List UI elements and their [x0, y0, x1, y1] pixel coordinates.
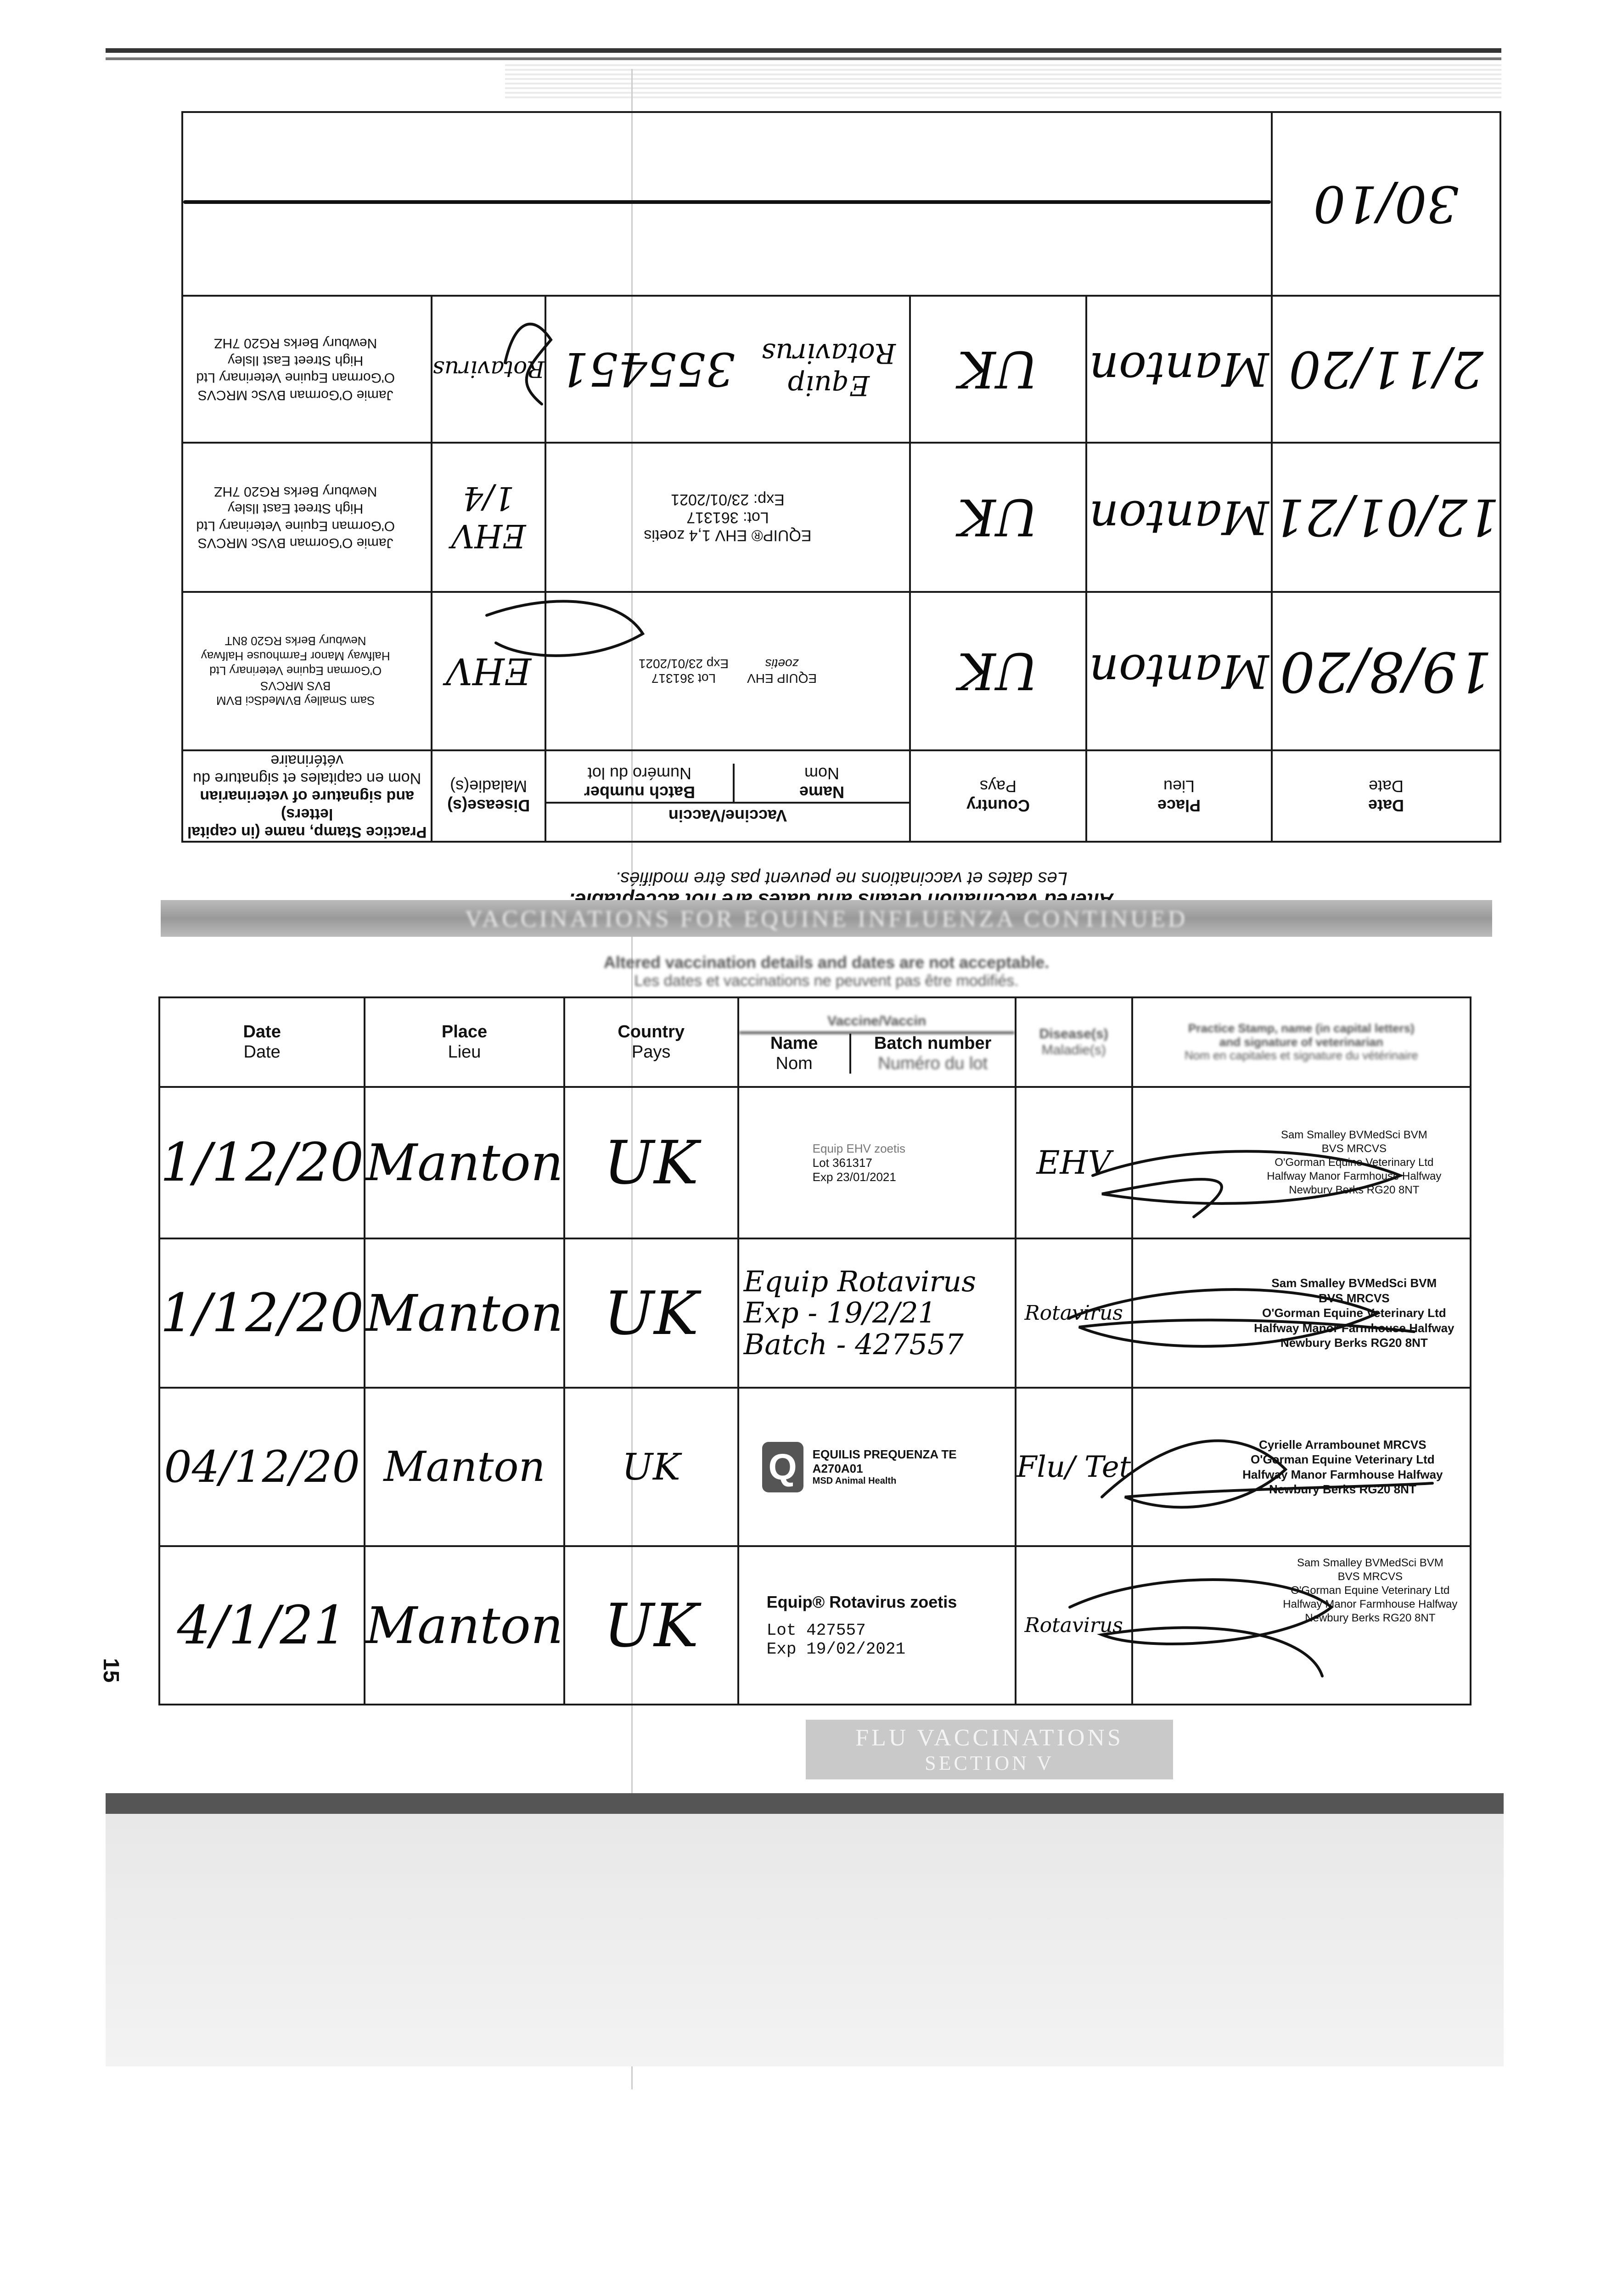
upper-row2-exp: Exp: 23/01/2021 [671, 490, 785, 508]
stamp-line: High Street East Ilsley [228, 501, 364, 517]
lower-header-disease: Disease(s) Maladie(s) [1016, 997, 1132, 1087]
upper-row1-exp: Exp 23/01/2021 [638, 657, 729, 671]
lower-header-stamp: Practice Stamp, name (in capital letters) and signature of veterinarian Nom en capitales et signature du vétérinaire [1132, 997, 1471, 1087]
stamp-line: High Street East Ilsley [228, 353, 364, 368]
lower-header-name: Name Nom [739, 1034, 851, 1074]
lower-row4-name: Equip® Rotavirus zoetis [766, 1592, 957, 1611]
lower-row1-batch: Lot 361317 [812, 1155, 872, 1170]
stamp-line: Halfway Manor Farmhouse Halfway [1267, 1170, 1442, 1182]
lower-row4-batch: Lot 427557 [766, 1621, 866, 1640]
upper-row2-disease: EHV 1/4 [432, 443, 545, 592]
upper-row3-place: Manton [1086, 296, 1272, 443]
lower-row2-date: 1/12/20 [159, 1238, 365, 1388]
stamp-line: O'Gorman Equine Veterinary Ltd [1291, 1584, 1450, 1597]
continued-band-title: VACCINATIONS FOR EQUINE INFLUENZA CONTINUED [465, 906, 1188, 932]
upper-row3-name-a: Equip [787, 369, 870, 401]
q-logo-icon: Q [762, 1442, 803, 1492]
flu-section-title-2: SECTION V [925, 1752, 1054, 1774]
lower-row4-country: UK [564, 1546, 738, 1705]
lower-row1-name: Equip EHV zoetis [812, 1141, 905, 1155]
stamp-line: Sam Smalley BVMedSci BVM [216, 694, 375, 708]
upper-header-disease: Disease(s) Maladie(s) [432, 750, 545, 842]
stamp-line: O'Gorman Equine Veterinary Ltd [1251, 1452, 1435, 1466]
stamp-line: Jamie O'Gorman BVSc MRCVS [197, 387, 393, 403]
stamp-line: O'Gorman Equine Veterinary Ltd [1275, 1156, 1434, 1169]
upper-row2-country: UK [910, 443, 1086, 592]
upper-header-name: Name Nom [733, 764, 909, 802]
stamp-line: O'Gorman Equine Veterinary Ltd [209, 664, 382, 678]
stamp-line: O'Gorman Equine Veterinary Ltd [1262, 1306, 1446, 1320]
signature-lower-row1 [1093, 1151, 1400, 1217]
signature-upper-row1 [487, 601, 643, 655]
signature-lower-row4 [1070, 1580, 1331, 1676]
lower-row4-date: 4/1/21 [159, 1546, 365, 1705]
lower-row3-batch: A270A01 [812, 1462, 863, 1475]
stamp-line: BVS MRCVS [1321, 1142, 1387, 1155]
upper-header-vaccine-title: Vaccine/Vaccin [546, 802, 909, 828]
lower-row1-disease: EHV [1016, 1087, 1132, 1238]
stamp-line: Newbury Berks RG20 8NT [1305, 1612, 1436, 1624]
stamp-line: Newbury Berks RG20 8NT [1269, 1482, 1416, 1496]
flu-section-title-1: FLU VACCINATIONS [855, 1725, 1123, 1751]
lower-row1-date: 1/12/20 [159, 1087, 365, 1238]
upper-row3-batch: 355451 [559, 342, 735, 396]
upper-row3-disease: Rotavirus [432, 296, 545, 443]
stamp-line: Newbury Berks RG20 7HZ [214, 484, 377, 499]
lower-header-vaccine-title: Vaccine/Vaccin [739, 1011, 1015, 1034]
stamp-line: Sam Smalley BVMedSci BVM [1280, 1129, 1427, 1141]
lower-row1-exp: Exp 23/01/2021 [812, 1170, 896, 1184]
stamp-line: Sam Smalley BVMedSci BVM [1271, 1276, 1437, 1290]
flu-section-title [806, 1724, 1173, 1775]
upper-row1-batch: Lot 361317 [651, 671, 716, 686]
lower-row3-place: Manton [365, 1388, 564, 1546]
lower-notice-fr: Les dates et vaccinations ne peuvent pas être modifiés. [634, 972, 1019, 990]
lower-row2-disease: Rotavirus [1016, 1238, 1132, 1388]
lower-row1-place: Manton [365, 1087, 564, 1238]
lower-row4-place: Manton [365, 1546, 564, 1705]
upper-row3-date: 2/11/20 [1272, 296, 1500, 443]
lower-header-date: Date Date [159, 997, 365, 1087]
upper-row1-country: UK [910, 592, 1086, 750]
stamp-line: Newbury Berks RG20 7HZ [214, 336, 377, 351]
page-number: 15 [99, 1658, 124, 1683]
lower-row2-country: UK [564, 1238, 738, 1388]
upper-row2-date: 12/01/21 [1272, 443, 1500, 592]
upper-row4-date: 30/10 [1272, 112, 1500, 296]
lower-row3-country: UK [564, 1388, 738, 1546]
lower-header-place: Place Lieu [365, 997, 564, 1087]
upper-header-date: Date Date [1272, 750, 1500, 842]
lower-row3-disease: Flu/ Tet [1016, 1388, 1132, 1546]
stamp-line: BVS MRCVS [260, 679, 331, 693]
upper-header-batch: Batch number Numéro du lot [584, 764, 695, 802]
upper-row1-name-a: EQUIP EHV [747, 671, 817, 686]
upper-row3-name-b: Rotavirus [761, 337, 896, 369]
lower-row4-exp: Exp 19/02/2021 [766, 1639, 906, 1659]
upper-row3-country: UK [910, 296, 1086, 443]
signature-lower-row3 [1102, 1441, 1432, 1508]
stamp-line: Newbury Berks RG20 8NT [1280, 1336, 1428, 1350]
stamp-line: Halfway Manor Farmhouse Halfway [1242, 1467, 1443, 1481]
stamp-line: O'Gorman Equine Veterinary Ltd [196, 370, 395, 386]
upper-header-stamp: Practice Stamp, name (in capital letters) and signature of veterinarian Nom en capitales et signature du vétérinaire [182, 750, 432, 842]
stamp-line: Halfway Manor Farmhouse Halfway [1254, 1321, 1455, 1335]
lower-row3-name: EQUILIS PREQUENZA TE [812, 1447, 957, 1461]
lower-row2-name: Equip Rotavirus [743, 1265, 976, 1299]
lower-row2-place: Manton [365, 1238, 564, 1388]
upper-row1-disease: EHV [432, 592, 545, 750]
upper-notice-fr: Les dates et vaccinations ne peuvent pas être modifiés. [615, 868, 1068, 889]
upper-header-country: Country Pays [910, 750, 1086, 842]
upper-row1-place: Manton [1086, 592, 1272, 750]
stamp-line: Cyrielle Arrambounet MRCVS [1259, 1437, 1426, 1452]
stamp-line: Newbury Berks RG20 8NT [225, 634, 366, 648]
lower-row1-country: UK [564, 1087, 738, 1238]
lower-notice-en: Altered vaccination details and dates are not acceptable. [603, 953, 1050, 972]
lower-row3-maker: MSD Animal Health [812, 1476, 897, 1486]
lower-row2-exp: Exp - 19/2/21 [743, 1296, 936, 1330]
upper-row1-date: 19/8/20 [1272, 592, 1500, 750]
lower-row4-disease: Rotavirus [1016, 1546, 1132, 1705]
upper-row2-batch: Lot: 361317 [686, 508, 769, 526]
lower-row3-date: 04/12/20 [159, 1388, 365, 1546]
stamp-line: O'Gorman Equine Veterinary Ltd [196, 518, 395, 534]
lower-header-country: Country Pays [564, 997, 738, 1087]
stamp-line: BVS MRCVS [1337, 1570, 1403, 1583]
stamp-line: BVS MRCVS [1319, 1291, 1390, 1305]
upper-row2-place: Manton [1086, 443, 1272, 592]
stamp-line: Sam Smalley BVMedSci BVM [1297, 1557, 1443, 1569]
signature-upper-row3 [505, 324, 551, 404]
lower-row2-batch: Batch - 427557 [743, 1327, 964, 1361]
stamp-line: Newbury Berks RG20 8NT [1289, 1184, 1420, 1196]
bottom-scan-area [106, 1814, 1504, 2066]
stamp-line: Jamie O'Gorman BVSc MRCVS [197, 535, 393, 551]
upper-row2-name: EQUIP® EHV 1,4 zoetis [644, 526, 812, 544]
bottom-scan-bar [106, 1793, 1504, 1814]
stamp-line: Halfway Manor Farmhouse Halfway [1283, 1598, 1458, 1610]
upper-row1-name-b: zoetis [765, 657, 799, 671]
signature-lower-row2 [1070, 1289, 1414, 1346]
stamp-line: Halfway Manor Farmhouse Halfway [201, 649, 390, 663]
upper-header-place: Place Lieu [1086, 750, 1272, 842]
lower-header-batch: Batch number Numéro du lot [874, 1034, 992, 1073]
